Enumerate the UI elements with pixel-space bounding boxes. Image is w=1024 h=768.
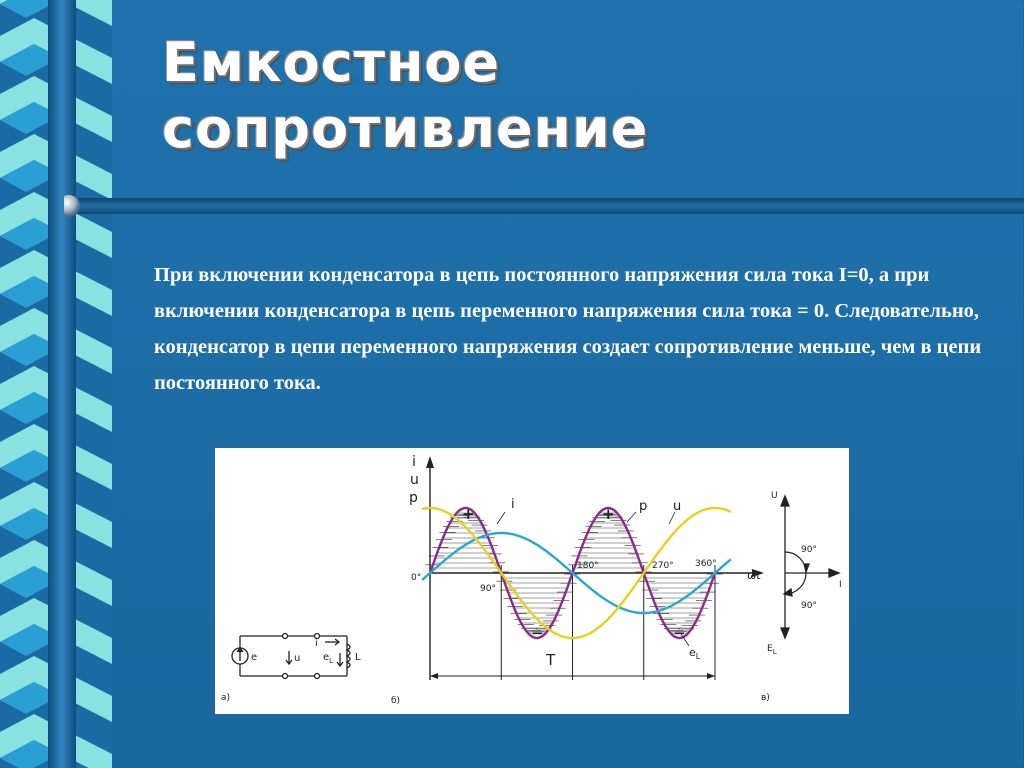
axis-label-wt: ωt: [747, 569, 761, 582]
phasor-part-label: в): [761, 693, 770, 703]
circuit-label-eL: $e_L$: [323, 652, 334, 665]
pointer-line: [627, 512, 636, 522]
curve-label-u: u: [673, 499, 682, 514]
curve-label-eL: $e_L$: [689, 646, 701, 661]
title-line-2: сопротивление: [162, 97, 649, 160]
tick-360: 360°: [695, 559, 717, 569]
phasor-label-U: U: [771, 491, 778, 501]
plus-sign-2: +: [602, 505, 615, 523]
phasor-label-EL: $E_L$: [767, 644, 777, 656]
phasor-diagram: [781, 496, 839, 638]
plus-sign-1: +: [462, 505, 475, 523]
title-line-1: Емкостное: [162, 31, 501, 94]
circuit-part-label: а): [221, 693, 231, 703]
circuit-label-L: L: [355, 652, 361, 663]
period-arrow-left: [430, 673, 438, 679]
phasor-angle-bottom: 90°: [801, 601, 817, 611]
circuit-label-u: u: [294, 653, 301, 664]
tick-180: 180°: [577, 561, 599, 571]
pointer-line: [497, 512, 505, 524]
curve-label-p: p: [639, 499, 648, 514]
title-divider: [64, 194, 1024, 218]
period-label-T: T: [546, 651, 556, 669]
axis-label-i: i: [412, 454, 416, 470]
phasor-angle-top: 90°: [801, 545, 817, 555]
waveform-part-label: б): [391, 696, 401, 706]
phasor-label-I: I: [839, 580, 842, 590]
curve-label-i: i: [511, 497, 515, 512]
period-arrow-right: [707, 673, 715, 679]
page-title: [162, 30, 648, 162]
circuit-label-i: i: [315, 638, 318, 649]
circuit-label-e: e: [251, 652, 258, 663]
tick-0: 0°: [411, 573, 422, 583]
circuit-schematic: [232, 634, 350, 679]
capacitance-diagram: [215, 448, 849, 714]
tick-270: 270°: [652, 561, 674, 571]
ribbon-post: [48, 0, 76, 768]
minus-sign-1: −: [531, 624, 544, 642]
axis-label-u: u: [410, 472, 419, 488]
diagram-svg: [215, 448, 849, 714]
decorative-ribbon: [0, 0, 112, 768]
body-paragraph: При включении конденсатора в цепь постоянного напряжения сила тока I=0, а при включении конденсатора в цепь переменного напряжения сила тока = 0. Следовательно, конденсатор в цепи переменного напряжения создает сопротивление меньше, чем в цепи постоянного тока.: [154, 264, 982, 394]
y-axis-arrow: [426, 456, 434, 468]
minus-sign-2: −: [673, 624, 686, 642]
tick-90: 90°: [480, 584, 496, 594]
axis-label-p: p: [409, 490, 418, 506]
